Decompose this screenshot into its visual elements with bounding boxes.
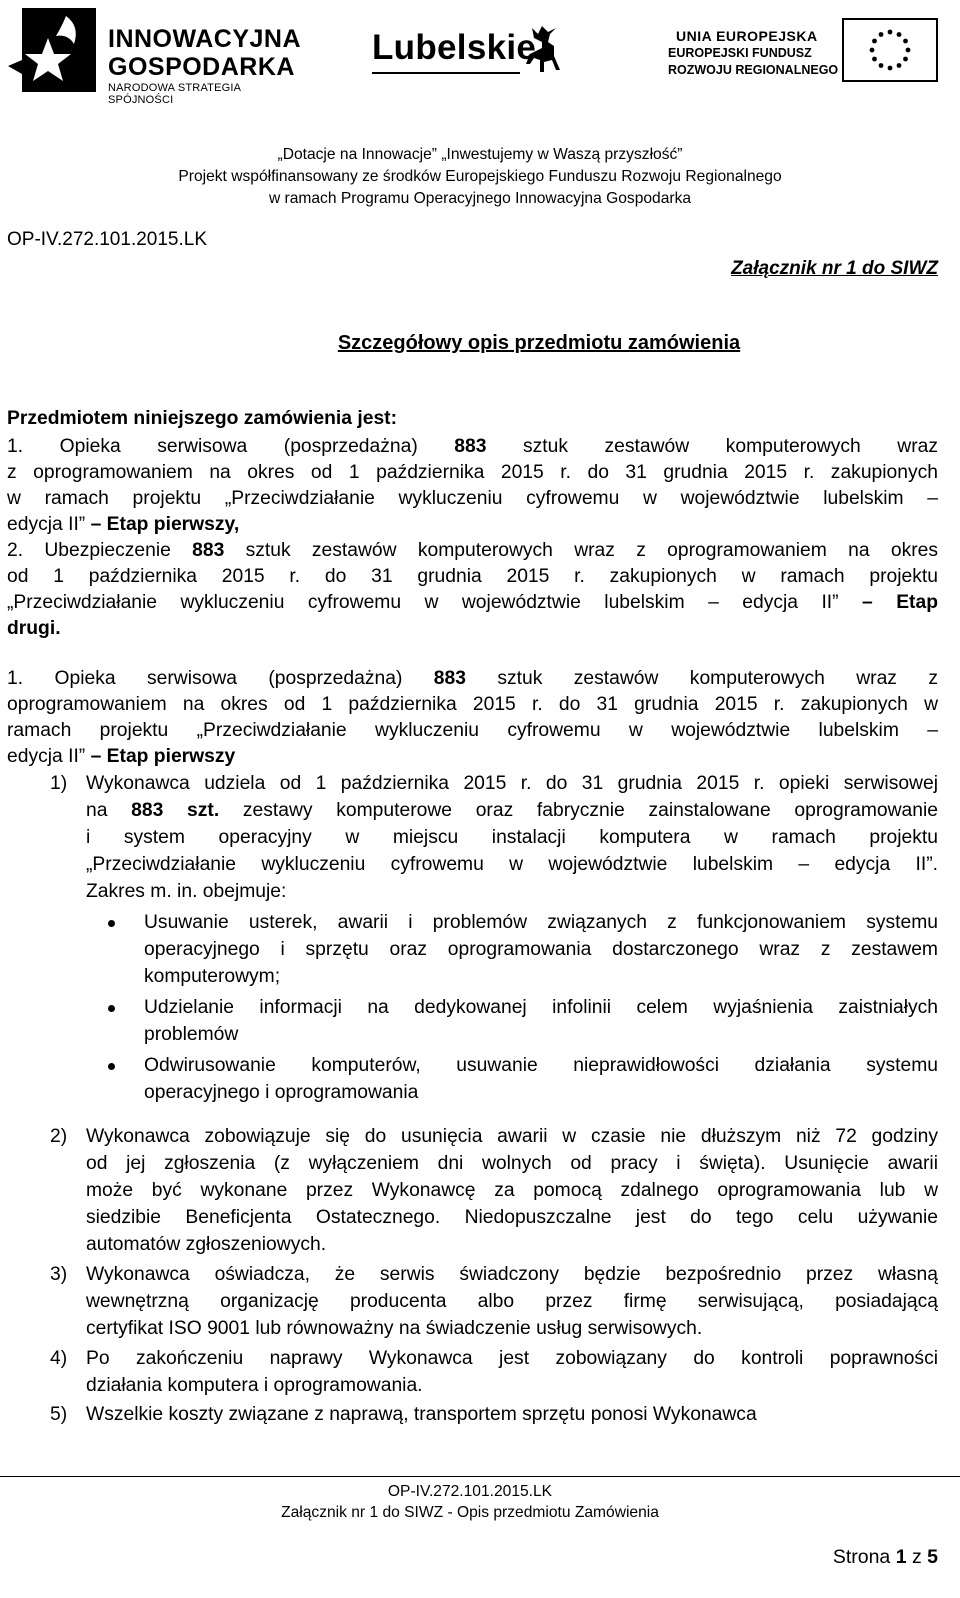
innowacyjna-line2: GOSPODARKA: [108, 53, 295, 81]
eu-fund-logo: [668, 26, 938, 86]
item-line: Wykonawca zobowiązuje się do usunięcia awarii w czasie nie dłuższym niż 72 godziny: [86, 1126, 938, 1147]
innowacyjna-line3: NARODOWA STRATEGIA SPÓJNOŚCI: [108, 82, 241, 106]
subject-point-2-line-4: drugi.: [7, 618, 61, 639]
item-number: 1): [50, 773, 68, 794]
text-run: zestawy komputerowe oraz fabrycznie zainstalowane oprogramowanie: [219, 800, 939, 821]
header-slogan: „Dotacje na Innowacje” „Inwestujemy w Waszą przyszłość”: [277, 146, 683, 163]
text-run: „Przeciwdziałanie wykluczeniu cyfrowemu w województwie lubelskim – edycja II”: [7, 592, 839, 613]
text-run: edycja II”: [7, 746, 86, 767]
item-number: 3): [50, 1264, 68, 1285]
text-run: sztuk zestawów komputerowych wraz z: [465, 668, 938, 689]
attachment-label: Załącznik nr 1 do SIWZ: [731, 258, 938, 279]
bullet-line: Udzielanie informacji na dedykowanej infolinii celem wyjaśnienia zaistniałych: [144, 997, 938, 1018]
item-number: 5): [50, 1404, 68, 1425]
section-1-line-3: ramach projektu „Przeciwdziałanie wykluczeniu cyfrowemu w województwie lubelskim –: [7, 720, 938, 741]
bullet-line: operacyjnego i sprzętu oraz oprogramowania dostarczonego wraz z zestawem: [144, 939, 938, 960]
header-programme: w ramach Programu Operacyjnego Innowacyjna Gospodarka: [268, 190, 692, 207]
page-word: Strona: [832, 1546, 891, 1568]
item-line: siedzibie Beneficjenta Ostatecznego. Niedopuszczalne jest do tego celu używanie: [86, 1207, 938, 1228]
text-run: 1. Opieka serwisowa (posprzedażna): [7, 668, 434, 689]
ue-line1: UNIA EUROPEJSKA: [676, 28, 818, 44]
item-line: certyfikat ISO 9001 lub równoważny na świadczenie usług serwisowych.: [86, 1318, 703, 1339]
bullet-icon: [108, 1005, 115, 1012]
section-1-line-2: oprogramowaniem na okres od 1 października 2015 r. do 31 grudnia 2015 r. zakupionych w: [7, 694, 938, 715]
item-line: „Przeciwdziałanie wykluczeniu cyfrowemu w województwie lubelskim – edycja II”.: [86, 854, 938, 875]
subject-point-1-line-1: [7, 434, 938, 460]
subject-point-1-line-4: [7, 512, 938, 538]
subject-point-2-line-2: od 1 października 2015 r. do 31 grudnia 2015 r. zakupionych w ramach projektu: [7, 566, 938, 587]
page-counter: [833, 1546, 938, 1569]
ue-line2: EUROPEJSKI FUNDUSZ: [668, 46, 812, 60]
text-run: edycja II”: [7, 514, 86, 535]
deer-icon: [522, 24, 562, 74]
quantity: 883 szt.: [131, 800, 220, 821]
item-line: Zakres m. in. obejmuje:: [86, 881, 287, 902]
item-line: wewnętrzną organizację producenta albo przez firmę serwisującą, posiadającą: [86, 1291, 938, 1312]
bullet-icon: [108, 920, 115, 927]
quantity: 883: [454, 436, 487, 457]
subject-point-1-line-3: w ramach projektu „Przeciwdziałanie wykluczeniu cyfrowemu w województwie lubelskim –: [7, 488, 938, 509]
subject-point-1-line-2: z oprogramowaniem na okres od 1 października 2015 r. do 31 grudnia 2015 r. zakupionych: [7, 462, 938, 483]
item-line: [86, 798, 938, 824]
section-1-line-4: [7, 744, 938, 770]
bullet-icon: [108, 1063, 115, 1070]
page-of: z: [911, 1546, 922, 1568]
subject-point-2-line-3: [7, 590, 938, 616]
item-line: automatów zgłoszeniowych.: [86, 1234, 327, 1255]
item-line: może być wykonane przez Wykonawcę za pomocą zdalnego oprogramowania lub w: [86, 1180, 938, 1201]
innowacyjna-gospodarka-logo: [8, 6, 308, 106]
footer-divider: [0, 1476, 960, 1477]
item-number: 2): [50, 1126, 68, 1147]
lubelskie-underline: [372, 72, 520, 74]
footer-description: Załącznik nr 1 do SIWZ - Opis przedmiotu Zamówienia: [281, 1504, 659, 1521]
bullet-line: Odwirusowanie komputerów, usuwanie nieprawidłowości działania systemu: [144, 1055, 938, 1076]
ue-line3: ROZWOJU REGIONALNEGO: [668, 63, 839, 77]
bullet-line: problemów: [144, 1024, 239, 1045]
lubelskie-wordmark: Lubelskie: [372, 28, 537, 67]
item-line: Wszelkie koszty związane z naprawą, transportem sprzętu ponosi Wykonawca: [86, 1404, 757, 1425]
subject-point-2-line-1: [7, 538, 938, 564]
subject-intro: Przedmiotem niniejszego zamówienia jest:: [7, 408, 398, 429]
item-line: Po zakończeniu naprawy Wykonawca jest zobowiązany do kontroli poprawności: [86, 1348, 938, 1369]
text-run: 1. Opieka serwisowa (posprzedażna): [7, 436, 455, 457]
innowacyjna-line1: INNOWACYJNA: [108, 25, 302, 53]
quantity: 883: [192, 540, 225, 561]
stage-label: – Etap: [838, 592, 938, 613]
header-cofinancing: Projekt współfinansowany ze środków Europejskiego Funduszu Rozwoju Regionalnego: [178, 168, 782, 185]
page-total: 5: [927, 1546, 938, 1568]
section-1-line-1: [7, 666, 938, 692]
stage-label: – Etap pierwszy: [85, 746, 236, 767]
reference-number: OP-IV.272.101.2015.LK: [7, 229, 208, 250]
footer-reference: OP-IV.272.101.2015.LK: [387, 1483, 553, 1500]
lubelskie-logo: [372, 22, 562, 78]
item-line: i system operacyjny w miejscu instalacji komputera w ramach projektu: [86, 827, 938, 848]
text-run: sztuk zestawów komputerowych wraz z oprogramowaniem na okres: [224, 540, 938, 561]
star-figure-icon: [8, 6, 100, 96]
text-run: na: [86, 800, 132, 821]
item-line: działania komputera i oprogramowania.: [86, 1375, 423, 1396]
bullet-line: operacyjnego i oprogramowania: [144, 1082, 419, 1103]
bullet-line: komputerowym;: [144, 966, 281, 987]
item-number: 4): [50, 1348, 68, 1369]
text-run: sztuk zestawów komputerowych wraz: [486, 436, 939, 457]
page-current: 1: [895, 1546, 907, 1568]
stage-label: – Etap pierwszy,: [85, 514, 240, 535]
quantity: 883: [433, 668, 466, 689]
eu-flag-icon: [842, 18, 938, 82]
page-title: Szczegółowy opis przedmiotu zamówienia: [337, 332, 741, 354]
item-line: Wykonawca oświadcza, że serwis świadczony będzie bezpośrednio przez własną: [86, 1264, 938, 1285]
bullet-line: Usuwanie usterek, awarii i problemów związanych z funkcjonowaniem systemu: [144, 912, 938, 933]
item-line: od jej zgłoszenia (z wyłączeniem dni wolnych od pracy i święta). Usunięcie awarii: [86, 1153, 938, 1174]
text-run: 2. Ubezpieczenie: [7, 540, 193, 561]
item-line: Wykonawca udziela od 1 października 2015 r. do 31 grudnia 2015 r. opieki serwisowej: [86, 773, 938, 794]
